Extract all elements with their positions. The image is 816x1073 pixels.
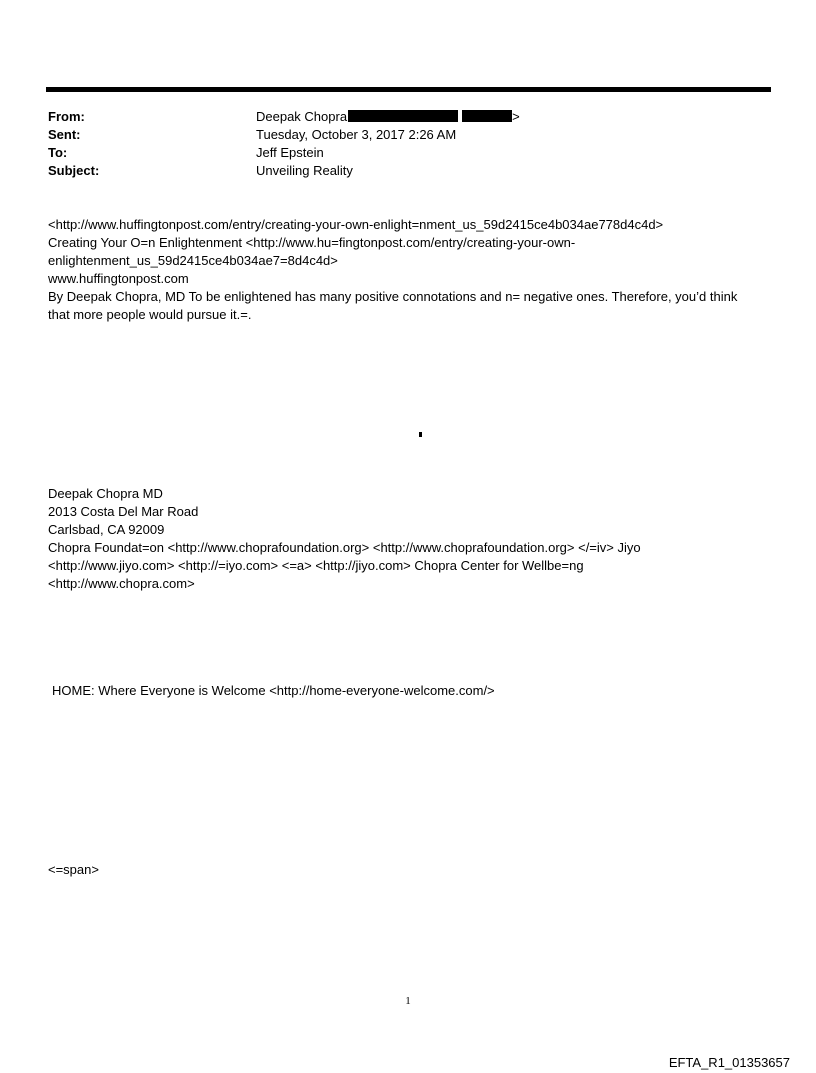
from-value (256, 108, 520, 126)
to-value: Jeff Epstein (256, 145, 324, 160)
header-divider (46, 87, 771, 92)
from-tail: > (512, 109, 520, 124)
email-header (48, 108, 520, 180)
redaction-bar (462, 110, 512, 122)
signature-name: Deepak Chopra MD (48, 486, 163, 501)
to-row (48, 144, 520, 162)
home-line: HOME: Where Everyone is Welcome <http://home-everyone-welcome.com/> (52, 683, 495, 698)
from-name: Deepak Chopra (256, 109, 348, 124)
from-label: From: (48, 109, 85, 124)
stray-mark (419, 432, 422, 437)
body-line: By Deepak Chopra, MD To be enlightened has many positive connotations and n= negative ones. Therefore, you’d think (48, 289, 738, 304)
subject-value: Unveiling Reality (256, 163, 353, 178)
sent-label: Sent: (48, 127, 81, 142)
body-line: enlightenment_us_59d2415ce4b034ae7=8d4c4d> (48, 253, 338, 268)
sent-value: Tuesday, October 3, 2017 2:26 AM (256, 127, 457, 142)
signature-links: <http://www.chopra.com> (48, 576, 195, 591)
to-label: To: (48, 145, 68, 160)
body-line: Creating Your O=n Enlightenment <http://www.hu=fingtonpost.com/entry/creating-your-own- (48, 235, 576, 250)
redaction-bar (348, 110, 458, 122)
signature-links: <http://www.jiyo.com> <http://=iyo.com> <=a> <http://jiyo.com> Chopra Center for Wellbe=ng (48, 558, 584, 573)
signature-address: 2013 Costa Del Mar Road (48, 504, 199, 519)
from-row (48, 108, 520, 126)
subject-row (48, 162, 520, 180)
span-tag: <=span> (48, 862, 99, 877)
body-line: www.huffingtonpost.com (48, 271, 189, 286)
document-id: EFTA_R1_01353657 (668, 1055, 790, 1070)
subject-label: Subject: (48, 163, 100, 178)
signature-address: Carlsbad, CA 92009 (48, 522, 165, 537)
signature-links: Chopra Foundat=on <http://www.choprafoundation.org> <http://www.choprafoundation.org> </=iv> Jiyo (48, 540, 641, 555)
page-number: 1 (405, 995, 411, 1007)
body-line: that more people would pursue it.=. (48, 307, 252, 322)
body-line: <http://www.huffingtonpost.com/entry/creating-your-own-enlight=nment_us_59d2415ce4b034ae778d4c4d> (48, 217, 664, 232)
sent-row (48, 126, 520, 144)
